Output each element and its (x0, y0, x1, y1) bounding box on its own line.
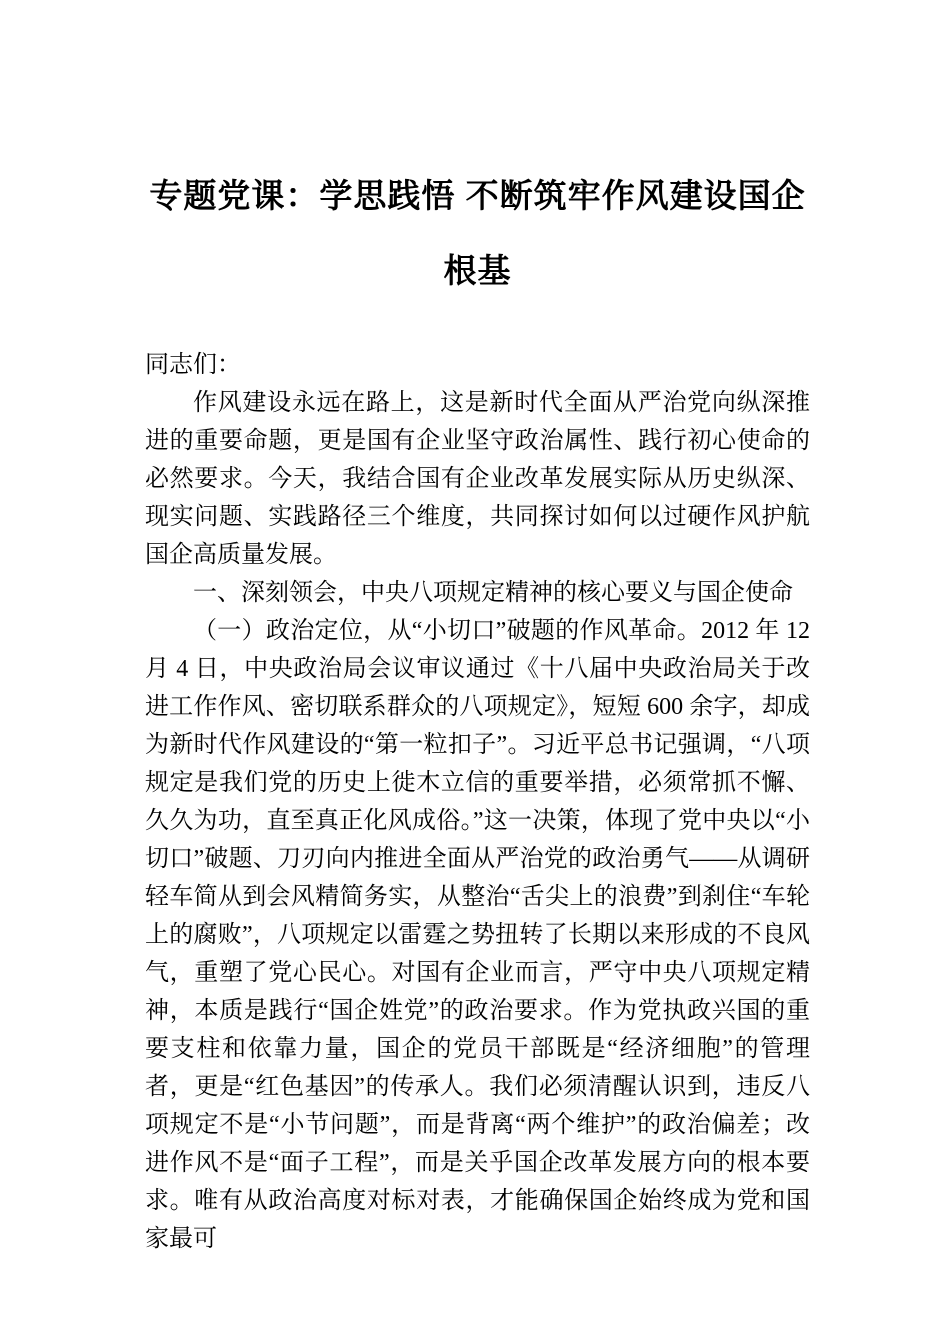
paragraph-section-1-subsection-1: （一）政治定位，从“小切口”破题的作风革命。2012 年 12 月 4 日，中央政治局会议审议通过《十八届中央政治局关于改进工作作风、密切联系群众的八项规定》，短短 600 余字，却成为新时代作风建设的“第一粒扣子”。习近平总书记强调，“八项规定是我们党的历史上徙木立信的重要举措，必须常抓不懈、久久为功，直至真正化风成俗。”这一决策，体现了党中央以“小切口”破题、刀刃向内推进全面从严治党的政治勇气——从调研轻车简从到会风精简务实，从整治“舌尖上的浪费”到刹住“车轮上的腐败”，八项规定以雷霆之势扭转了长期以来形成的不良风气，重塑了党心民心。对国有企业而言，严守中央八项规定精神，本质是践行“国企姓党”的政治要求。作为党执政兴国的重要支柱和依靠力量，国企的党员干部既是“经济细胞”的管理者，更是“红色基因”的传承人。我们必须清醒认识到，违反八项规定不是“小节问题”，而是背离“两个维护”的政治偏差；改进作风不是“面子工程”，而是关乎国企改革发展方向的根本要求。唯有从政治高度对标对表，才能确保国企始终成为党和国家最可 (145, 618, 810, 1252)
document-body (145, 346, 810, 1258)
salutation: 同志们： (145, 352, 241, 378)
paragraph-intro: 作风建设永远在路上，这是新时代全面从严治党向纵深推进的重要命题，更是国有企业坚守政治属性、践行初心使命的必然要求。今天，我结合国有企业改革发展实际从历史纵深、现实问题、实践路径三个维度，共同探讨如何以过硬作风护航国企高质量发展。 (145, 390, 810, 568)
section-heading-1: 一、深刻领会，中央八项规定精神的核心要义与国企使命 (193, 580, 793, 606)
document-title: 专题党课：学思践悟 不断筑牢作风建设国企根基 (149, 177, 806, 289)
